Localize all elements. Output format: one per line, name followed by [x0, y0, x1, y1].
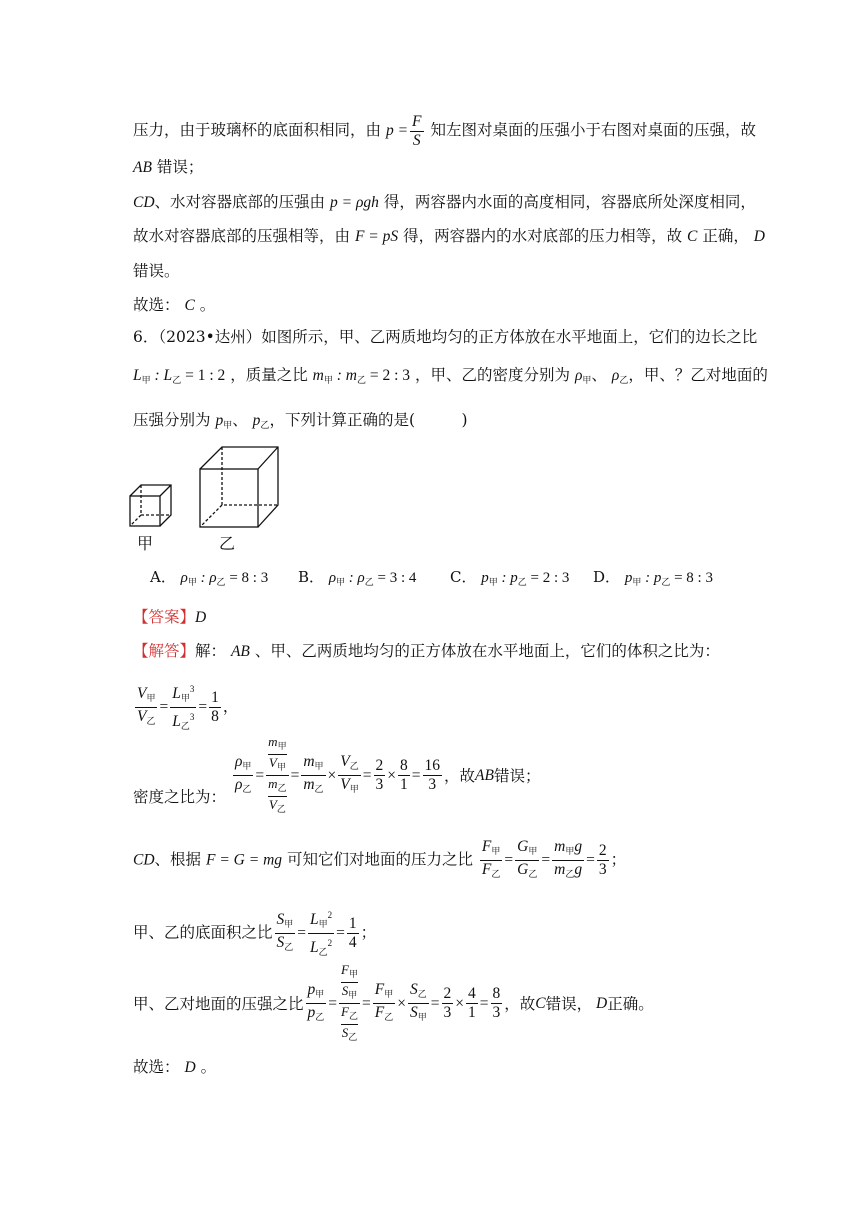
formula-p-rho-g-h: p = ρgh: [330, 194, 379, 211]
pressure-ratio: 甲、乙对地面的压强之比 $\frac{p_甲}{p_乙}$ = $F_甲$ $S_甲$ $F_乙$ $S_乙$ = $\frac{F_甲}{F_乙}$ × $\frac{S_乙}{S_甲}$ = $\frac{2}{3}$ × $\frac{4}{1}$ = $\frac{8}{3}$ ，故 C 错误， D 正确。: [133, 962, 654, 1045]
sixteen-thirds: $\frac{16}{3}$: [424, 757, 441, 793]
choice-value: C: [184, 297, 195, 314]
text: 正确。: [607, 994, 654, 1013]
option-D[interactable]: [593, 566, 713, 588]
area-ratio: 甲、乙的底面积之比 $\frac{S_甲}{S_乙}$ = $\frac{L_甲^2}{L_乙^2}$ = $\frac{1}{4}$ ；: [133, 906, 376, 961]
answer-line: [133, 607, 206, 628]
S-fraction: $\frac{S_甲}{S_乙}$: [276, 911, 294, 952]
answer-value: D: [195, 609, 207, 626]
label-D: D: [753, 228, 765, 245]
final-choose: [133, 1057, 216, 1078]
formula-m-ratio: $m_甲$ : $m_乙 = 2$ : 3: [312, 367, 411, 385]
m-fraction: $\frac{m_甲}{m_乙}$: [303, 753, 324, 794]
eight-over-one: $\frac{8}{1}$: [400, 757, 408, 793]
text: 压强分别为: [133, 411, 211, 429]
text: 错误，: [545, 994, 593, 1013]
text: 。: [200, 1058, 217, 1076]
label-jia: 甲: [137, 534, 154, 553]
formula-F-pS: F = pS: [354, 228, 399, 245]
formula-L-ratio: $L_甲$ : $L_乙 = 1$ : 2: [133, 367, 226, 385]
denominator: S: [412, 132, 421, 149]
density-ratio: 密度之比为： $\frac{\rho_甲}{\rho_乙}$ = $m_甲$ $V_甲$ $m_乙$ $V_乙$ = $\frac{m_甲}{m_乙}$ × $\frac{V_乙}{V_甲}$ = $\frac{2}{3}$ × $\frac{8}{1}$ = $\frac{16}{3}$ ，故 AB 错误；: [133, 738, 541, 821]
label-D: D: [592, 994, 608, 1012]
text: 错误；: [493, 766, 541, 785]
label-yi: 乙: [219, 534, 236, 553]
option-text: $p_甲$ : $p_乙 = 2$ : 3: [481, 570, 570, 587]
numerator: F: [412, 113, 422, 130]
force-ratio: CD、根据 F = G = mg 可知它们对地面的压力之比 $\frac{F_甲}{F_乙}$ = $\frac{G_甲}{G_乙}$ = $\frac{m_甲g}{m_乙g}$ = $\frac{2}{3}$ ；: [133, 838, 626, 883]
label-CD: CD: [133, 194, 155, 211]
four-over-one: $\frac{4}{1}$: [468, 985, 476, 1021]
text: 、: [232, 411, 248, 429]
question-line-2: [133, 365, 768, 390]
option-C[interactable]: [450, 566, 569, 588]
two-thirds: $\frac{2}{3}$: [598, 842, 607, 878]
option-B[interactable]: [298, 566, 416, 588]
text: 、根据: [154, 850, 202, 869]
solution-tag: 【解答】: [133, 642, 196, 660]
symbol-p-yi: $p_乙$: [252, 412, 270, 430]
option-text: $p_甲$ : $p_乙 = 8$ : 3: [624, 570, 713, 587]
option-label: C．: [450, 568, 477, 586]
G-fraction: $\frac{G_甲}{G_乙}$: [517, 838, 538, 879]
one-quarter: $\frac{1}{4}$: [348, 915, 357, 951]
eight-thirds: $\frac{8}{3}$: [492, 985, 501, 1021]
text: 、甲、乙两质地均匀的正方体放在水平地面上，它们的体积之比为：: [254, 642, 720, 660]
label-C: C: [687, 228, 698, 245]
volume-ratio: $\frac{V_甲}{V_乙}$ = $\frac{L_甲^3}{L_乙^3}$ = $\frac{1}{8}$ ，: [133, 680, 238, 735]
text: 解：: [195, 642, 227, 660]
text: 知左图对桌面的压强小于右图对桌面的压强，故: [430, 121, 756, 140]
text: 得，两容器内水面的高度相同，容器底所处深度相同，: [383, 193, 756, 211]
question-line-3: [133, 410, 468, 435]
text: 得，两容器内的水对底部的压力相等，故: [403, 227, 683, 245]
V-inv-fraction: $\frac{V_乙}{V_甲}$: [340, 753, 359, 794]
text: 错误。: [133, 262, 180, 280]
text: ，甲、？乙对地面的: [628, 366, 768, 384]
compound-fraction: $m_甲$ $V_甲$ $m_乙$ $V_乙$: [268, 734, 287, 814]
large-cube-yi: [200, 447, 278, 527]
one-eighth: $\frac{1}{8}$: [211, 689, 219, 725]
question-line-1: [133, 327, 757, 347]
cubes-figure: [125, 440, 295, 555]
text: 、: [591, 366, 607, 384]
text: 。: [199, 296, 216, 314]
L-cubed-fraction: $\frac{L_甲^3}{L_乙^3}$: [170, 680, 196, 735]
intro-line-3: [133, 192, 756, 213]
L-squared-fraction: $\frac{L_甲^2}{L_乙^2}$: [308, 906, 334, 961]
two-thirds: $\frac{2}{3}$: [375, 757, 384, 793]
text: 甲、乙的底面积之比: [133, 923, 273, 942]
label-AB: AB: [475, 766, 494, 784]
text: 故选：: [133, 1058, 180, 1076]
text: ，下列计算正确的是: [269, 411, 409, 429]
text: ，故: [504, 994, 536, 1013]
text: 故选：: [133, 296, 180, 314]
label-AB: AB: [230, 643, 250, 660]
choice-value: D: [184, 1059, 196, 1076]
answer-paren: ( ): [408, 411, 468, 429]
label-CD: CD: [133, 851, 155, 869]
option-text: $\rho_甲$ : $\rho_乙 = 3$ : 4: [328, 570, 417, 587]
intro-line-1: [133, 113, 756, 150]
symbol-rho-yi: $\rho_乙$: [611, 367, 629, 385]
text: 正确，: [702, 227, 749, 245]
answer-tag: 【答案】: [133, 608, 196, 626]
intro-choose: [133, 295, 215, 316]
solution-line-1: [133, 641, 720, 662]
F-fraction: $\frac{F_甲}{F_乙}$: [481, 838, 501, 879]
option-label: D．: [593, 568, 621, 586]
text: 故水对容器底部的压强相等，由: [133, 227, 351, 245]
p-fraction: $\frac{p_甲}{p_乙}$: [307, 981, 325, 1022]
text: 可知它们对地面的压力之比: [286, 850, 473, 869]
small-cube-jia: [130, 485, 171, 526]
symbol-p-jia: $p_甲$: [215, 412, 233, 430]
option-text: $\rho_甲$ : $\rho_乙 = 8$ : 3: [180, 570, 269, 587]
intro-line-5: [133, 261, 180, 281]
question-text: （2023•达州）如图所示，甲、乙两质地均匀的正方体放在水平地面上，它们的边长之比: [158, 328, 758, 346]
option-label: B．: [298, 568, 325, 586]
rho-fraction: $\frac{\rho_甲}{\rho_乙}$: [234, 753, 252, 794]
symbol-rho-jia: $\rho_甲$: [574, 367, 592, 385]
two-thirds: $\frac{2}{3}$: [443, 985, 452, 1021]
formula-F-G-mg: F = G = mg: [206, 851, 283, 869]
formula-p-eq-F-over-S: p = $\frac{F}{S}$: [385, 113, 422, 149]
text: 压力，由于玻璃杯的底面积相同，由: [133, 121, 382, 140]
S-inv-fraction: $\frac{S_乙}{S_甲}$: [409, 981, 427, 1022]
option-label: A．: [150, 568, 176, 586]
intro-line-4: [133, 226, 765, 247]
text: ，甲、乙的密度分别为: [415, 366, 571, 384]
intro-line-2: [133, 157, 203, 178]
mg-fraction: $\frac{m_甲g}{m_乙g}$: [554, 838, 583, 879]
text: 错误；: [156, 158, 204, 176]
V-fraction: $\frac{V_甲}{V_乙}$: [137, 685, 156, 726]
question-number: 6．: [133, 328, 159, 346]
text: ，质量之比: [230, 366, 308, 384]
option-A[interactable]: [150, 566, 268, 588]
label-AB: AB: [133, 159, 152, 176]
text: 、水对容器底部的压强由: [154, 193, 326, 211]
compound-F-over-S: $F_甲$ $S_甲$ $F_乙$ $S_乙$: [341, 962, 358, 1042]
text: 甲、乙对地面的压强之比: [133, 994, 304, 1013]
text: 密度之比为：: [133, 788, 227, 806]
text: ，故: [444, 766, 476, 785]
F-fraction: $\frac{F_甲}{F_乙}$: [374, 981, 394, 1022]
label-C: C: [535, 994, 546, 1012]
